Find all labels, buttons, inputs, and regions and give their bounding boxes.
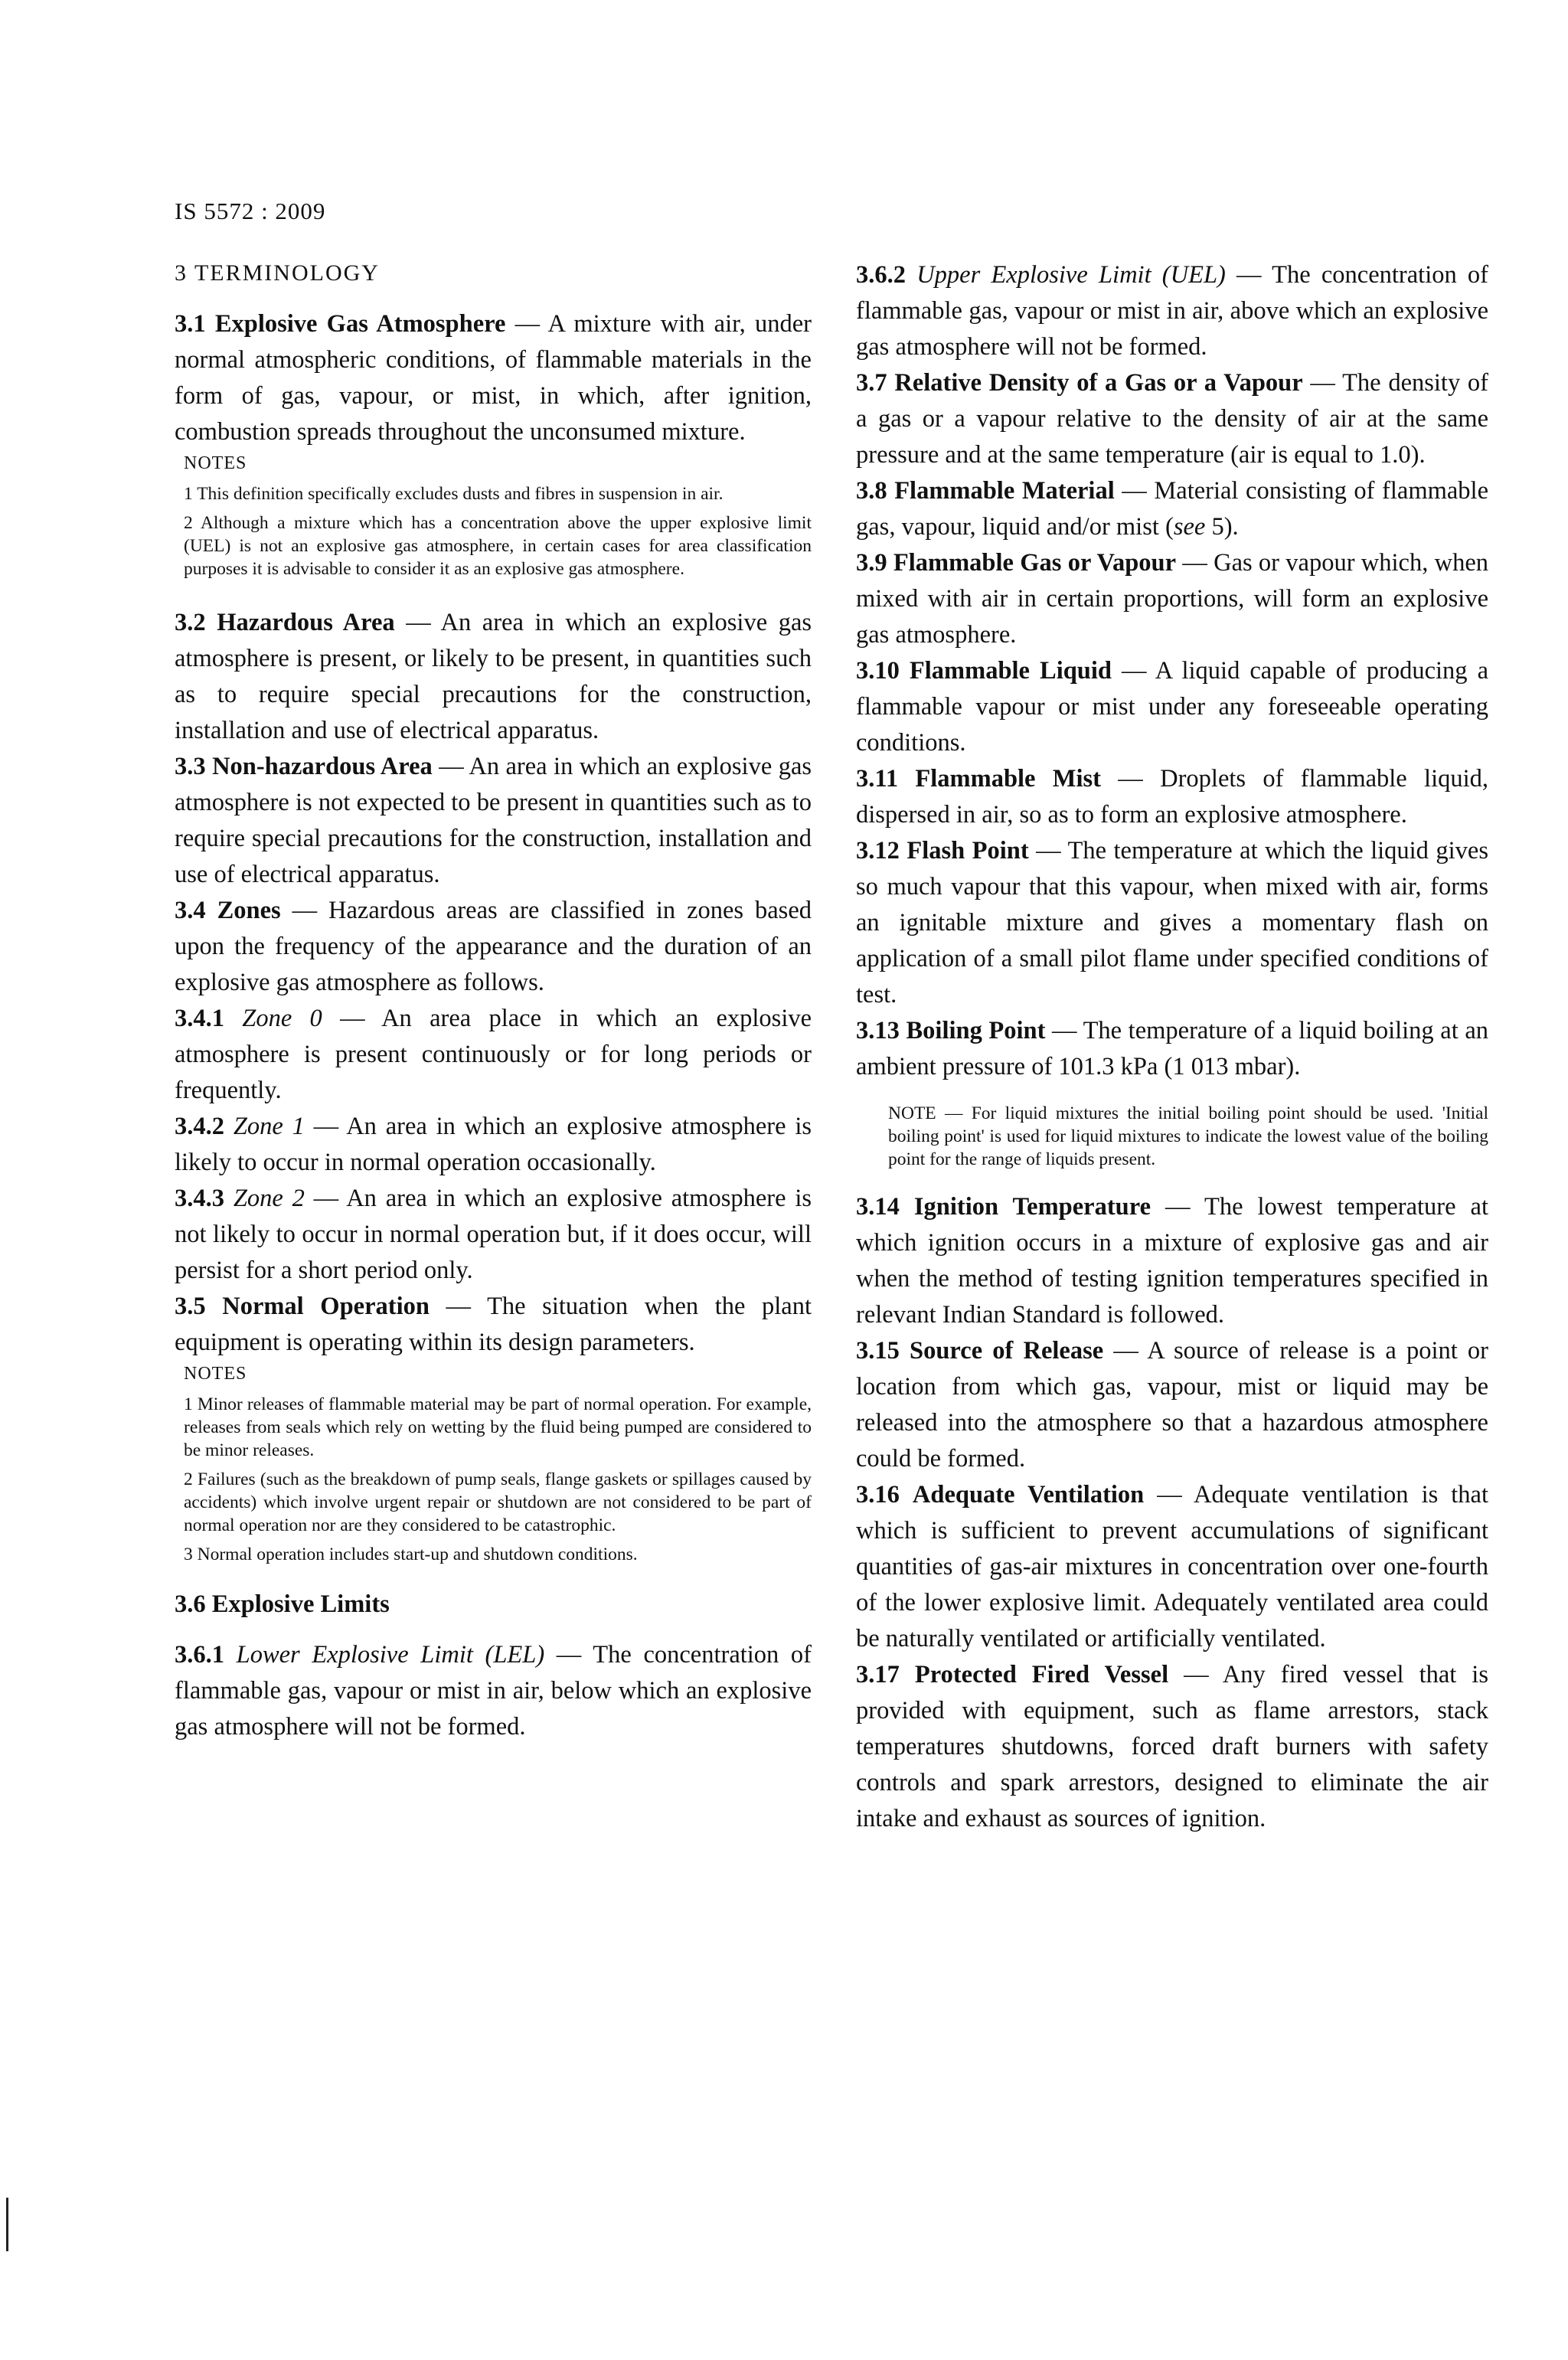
term-text: A mixture with air, under normal atmospheric conditions, of flammable materials in the form of gas, vapour, or mist, in which, after ignition, combustion spreads throughout the unconsumed mixture. bbox=[175, 310, 812, 446]
term-name: Flammable Gas or Vapour bbox=[893, 549, 1177, 577]
definition-3-4: 3.4 Zones — Hazardous areas are classified in zones based upon the frequency of the appearance and the duration of an explosive gas atmosphere as follows. bbox=[175, 897, 812, 996]
note-item: NOTE — For liquid mixtures the initial boiling point should be used. 'Initial boiling point' is used for liquid mixtures to indicate the lowest value of the boiling point for the range of liquids present. bbox=[888, 1103, 1488, 1169]
definition-3-17: 3.17 Protected Fired Vessel — Any fired vessel that is provided with equipment, such as flame arrestors, stack temperatures shutdowns, forced draft burners with safety controls and spark arrestors, designed to eliminate the air intake and exhaust as sources of ignition. bbox=[856, 1661, 1488, 1832]
definition-3-14: 3.14 Ignition Temperature — The lowest temperature at which ignition occurs in a mixture of explosive gas and air when the method of testing ignition temperatures specified in relevant Indian Standard is followed. bbox=[856, 1193, 1489, 1329]
note-item: 1 Minor releases of flammable material may be part of normal operation. For example, releases from seals which rely on wetting by the fluid being pumped are considered to be minor releases. bbox=[184, 1394, 812, 1460]
definition-3-13: 3.13 Boiling Point — The temperature of a liquid boiling at an ambient pressure of 101.3 kPa (1 013 mbar). bbox=[856, 1017, 1488, 1080]
term-name: Flammable Mist bbox=[915, 765, 1101, 793]
right-column bbox=[856, 257, 1488, 1837]
term-name: Zone 1 bbox=[233, 1113, 305, 1140]
term-name: Zone 2 bbox=[233, 1185, 305, 1212]
term-text: 5). bbox=[1205, 513, 1239, 541]
definition-3-16: 3.16 Adequate Ventilation — Adequate ventilation is that which is sufficient to prevent accumulations of significant quantities of gas-air mixtures in concentration over one-fourth of the lower explosive limit. Adequately ventilated area could be naturally ventilated or artificially ventilated. bbox=[856, 1481, 1489, 1652]
term-number: 3.14 bbox=[856, 1193, 900, 1221]
note-item: 2 Although a mixture which has a concentration above the upper explosive limit (UEL) is not an explosive gas atmosphere, in certain cases for area classification purposes it is advisable to consider it as an explosive gas atmosphere. bbox=[184, 513, 812, 579]
term-text: An area in which an explosive gas atmosphere is present, or likely to be present, in quantities such as to require special precautions for the construction, installation and use of electrical apparatus. bbox=[175, 609, 812, 744]
term-number: 3.3 bbox=[175, 753, 206, 780]
term-text: An area in which an explosive gas atmosphere is not expected to be present in quantities such as to require special precautions for the construction, installation and use of electrical apparatus. bbox=[175, 753, 812, 888]
term-number: 3.16 bbox=[856, 1481, 900, 1509]
term-text: An area place in which an explosive atmosphere is present continuously or for long periods or frequently. bbox=[175, 1005, 812, 1104]
definition-3-2: 3.2 Hazardous Area — An area in which an explosive gas atmosphere is present, or likely to be present, in quantities such as to require special precautions for the construction, installation and use of electrical apparatus. bbox=[175, 609, 812, 744]
term-text: Material consisting of flammable gas, vapour, liquid and/or mist ( bbox=[856, 477, 1489, 541]
term-name: Protected Fired Vessel bbox=[914, 1661, 1169, 1688]
term-text: The lowest temperature at which ignition occurs in a mixture of explosive gas and air when the method of testing ignition temperatures specified in relevant Indian Standard is followed. bbox=[856, 1193, 1489, 1329]
term-number: 3.1 bbox=[175, 310, 206, 338]
term-text: The temperature of a liquid boiling at an ambient pressure of 101.3 kPa (1 013 mbar). bbox=[856, 1017, 1488, 1080]
term-number: 3.4.1 bbox=[175, 1005, 224, 1032]
term-number: 3.4.2 bbox=[175, 1113, 224, 1140]
note-item: 1 This definition specifically excludes dusts and fibres in suspension in air. bbox=[184, 484, 724, 504]
term-name: Lower Explosive Limit (LEL) bbox=[236, 1641, 545, 1669]
term-text: The density of a gas or a vapour relative to the density of air at the same pressure and at the same temperature (air is equal to 1.0). bbox=[856, 369, 1488, 469]
definition-3-4-1: 3.4.1 Zone 0 — An area place in which an explosive atmosphere is present continuously or for long periods or frequently. bbox=[175, 1005, 812, 1104]
notes-heading: NOTES bbox=[184, 1364, 247, 1384]
term-number: 3.2 bbox=[175, 609, 206, 636]
see-reference: see bbox=[1173, 513, 1206, 541]
term-text: The temperature at which the liquid gives so much vapour that this vapour, when mixed with air, forms an ignitable mixture and gives a momentary flash on application of a small pilot flame under specified conditions of test. bbox=[856, 837, 1488, 1008]
term-name: Non-hazardous Area bbox=[212, 753, 433, 780]
term-name: Flash Point bbox=[906, 837, 1029, 865]
term-text: Droplets of flammable liquid, dispersed in air, so as to form an explosive atmosphere. bbox=[856, 765, 1489, 829]
term-text: The concentration of flammable gas, vapour or mist in air, above which an explosive gas atmosphere will not be formed. bbox=[856, 261, 1489, 361]
definition-3-5: 3.5 Normal Operation — The situation when the plant equipment is operating within its design parameters. bbox=[175, 1293, 812, 1356]
term-name: Relative Density of a Gas or a Vapour bbox=[894, 369, 1303, 397]
notes-heading: NOTES bbox=[184, 453, 247, 473]
term-number: 3.7 bbox=[856, 369, 887, 397]
term-name: Flammable Material bbox=[894, 477, 1115, 505]
definition-3-3: 3.3 Non-hazardous Area — An area in which an explosive gas atmosphere is not expected to be present in quantities such as to require special precautions for the construction, installation and use of electrical apparatus. bbox=[175, 753, 812, 888]
term-number: 3.4.3 bbox=[175, 1185, 224, 1212]
definition-3-7: 3.7 Relative Density of a Gas or a Vapour — The density of a gas or a vapour relative to the density of air at the same pressure and at the same temperature (air is equal to 1.0). bbox=[856, 369, 1488, 469]
term-name: Explosive Gas Atmosphere bbox=[214, 310, 506, 338]
term-name: Zones bbox=[217, 897, 281, 924]
notes-3-5 bbox=[184, 1362, 812, 1566]
term-text: Hazardous areas are classified in zones based upon the frequency of the appearance and the duration of an explosive gas atmosphere as follows. bbox=[175, 897, 812, 996]
definition-3-12: 3.12 Flash Point — The temperature at which the liquid gives so much vapour that this vapour, when mixed with air, forms an ignitable mixture and gives a momentary flash on application of a small pilot flame under specified conditions of test. bbox=[856, 837, 1488, 1008]
term-number: 3.17 bbox=[856, 1661, 900, 1688]
page-header: IS 5572 : 2009 bbox=[175, 198, 326, 224]
term-name: Zone 0 bbox=[242, 1005, 322, 1032]
definition-3-1: 3.1 Explosive Gas Atmosphere — A mixture with air, under normal atmospheric conditions, of flammable materials in the form of gas, vapour, or mist, in which, after ignition, combustion spreads throughout the unconsumed mixture. bbox=[175, 310, 812, 446]
term-number: 3.6.1 bbox=[175, 1641, 224, 1669]
left-column bbox=[175, 260, 812, 1745]
definition-3-6-title: 3.6 Explosive Limits bbox=[175, 1590, 390, 1618]
term-number: 3.4 bbox=[175, 897, 206, 924]
term-name: Source of Release bbox=[910, 1337, 1104, 1365]
definition-3-11: 3.11 Flammable Mist — Droplets of flammable liquid, dispersed in air, so as to form an explosive atmosphere. bbox=[856, 765, 1489, 829]
term-text: An area in which an explosive atmosphere is not likely to occur in normal operation but, if it does occur, will persist for a short period only. bbox=[175, 1185, 812, 1284]
term-number: 3.11 bbox=[856, 765, 899, 793]
term-name: Adequate Ventilation bbox=[912, 1481, 1145, 1509]
term-number: 3.8 bbox=[856, 477, 887, 505]
term-text: A liquid capable of producing a flammable vapour or mist under any foreseeable operating conditions. bbox=[856, 657, 1488, 757]
term-number: 3.5 bbox=[175, 1293, 206, 1320]
definition-3-6-1: 3.6.1 Lower Explosive Limit (LEL) — The concentration of flammable gas, vapour or mist in air, below which an explosive gas atmosphere will not be formed. bbox=[175, 1641, 812, 1741]
section-title: 3 TERMINOLOGY bbox=[175, 260, 380, 286]
term-number: 3.12 bbox=[856, 837, 900, 865]
term-name: Normal Operation bbox=[222, 1293, 430, 1320]
term-text: The concentration of flammable gas, vapour or mist in air, below which an explosive gas atmosphere will not be formed. bbox=[175, 1641, 812, 1741]
term-name: Upper Explosive Limit (UEL) bbox=[916, 261, 1226, 289]
term-name: Flammable Liquid bbox=[909, 657, 1112, 685]
term-name: Boiling Point bbox=[906, 1017, 1046, 1044]
term-text: Gas or vapour which, when mixed with air in certain proportions, will form an explosive gas atmosphere. bbox=[856, 549, 1489, 649]
definition-3-9: 3.9 Flammable Gas or Vapour — Gas or vapour which, when mixed with air in certain proportions, will form an explosive gas atmosphere. bbox=[856, 549, 1489, 649]
term-number: 3.9 bbox=[856, 549, 887, 577]
definition-3-10: 3.10 Flammable Liquid — A liquid capable of producing a flammable vapour or mist under any foreseeable operating conditions. bbox=[856, 657, 1488, 757]
definition-3-6-2: 3.6.2 Upper Explosive Limit (UEL) — The concentration of flammable gas, vapour or mist in air, above which an explosive gas atmosphere will not be formed. bbox=[856, 261, 1489, 361]
term-name: Hazardous Area bbox=[217, 609, 395, 636]
term-text: Any fired vessel that is provided with equipment, such as flame arrestors, stack temperatures shutdowns, forced draft burners with safety controls and spark arrestors, designed to eliminate the air intake and exhaust as sources of ignition. bbox=[856, 1661, 1488, 1832]
term-number: 3.10 bbox=[856, 657, 900, 685]
term-number: 3.15 bbox=[856, 1337, 900, 1365]
term-text: A source of release is a point or location from which gas, vapour, mist or liquid may be released into the atmosphere so that a hazardous atmosphere could be formed. bbox=[856, 1337, 1488, 1473]
definition-3-15: 3.15 Source of Release — A source of release is a point or location from which gas, vapour, mist or liquid may be released into the atmosphere so that a hazardous atmosphere could be formed. bbox=[856, 1337, 1488, 1473]
note-item: 2 Failures (such as the breakdown of pump seals, flange gaskets or spillages caused by accidents) which involve urgent repair or shutdown are not considered to be part of normal operation nor are they considered to be catastrophic. bbox=[184, 1469, 812, 1535]
note-item: 3 Normal operation includes start-up and shutdown conditions. bbox=[184, 1544, 638, 1564]
note-3-13 bbox=[888, 1102, 1488, 1171]
scan-edge-mark bbox=[6, 2198, 8, 2251]
notes-3-1 bbox=[184, 452, 812, 580]
definition-3-4-2: 3.4.2 Zone 1 — An area in which an explosive atmosphere is likely to occur in normal operation occasionally. bbox=[175, 1113, 812, 1176]
term-text: An area in which an explosive atmosphere is likely to occur in normal operation occasionally. bbox=[175, 1113, 812, 1176]
definition-3-8: 3.8 Flammable Material — Material consisting of flammable gas, vapour, liquid and/or mist (see 5). bbox=[856, 477, 1489, 541]
term-name: Ignition Temperature bbox=[913, 1193, 1152, 1221]
term-number: 3.6.2 bbox=[856, 261, 906, 289]
definition-3-4-3: 3.4.3 Zone 2 — An area in which an explosive atmosphere is not likely to occur in normal operation but, if it does occur, will persist for a short period only. bbox=[175, 1185, 812, 1284]
term-text: Adequate ventilation is that which is sufficient to prevent accumulations of significant quantities of gas-air mixtures in concentration over one-fourth of the lower explosive limit. Adequately ventilated area could be naturally ventilated or artificially ventilated. bbox=[856, 1481, 1489, 1652]
term-number: 3.13 bbox=[856, 1017, 900, 1044]
term-text: The situation when the plant equipment is operating within its design parameters. bbox=[175, 1293, 812, 1356]
